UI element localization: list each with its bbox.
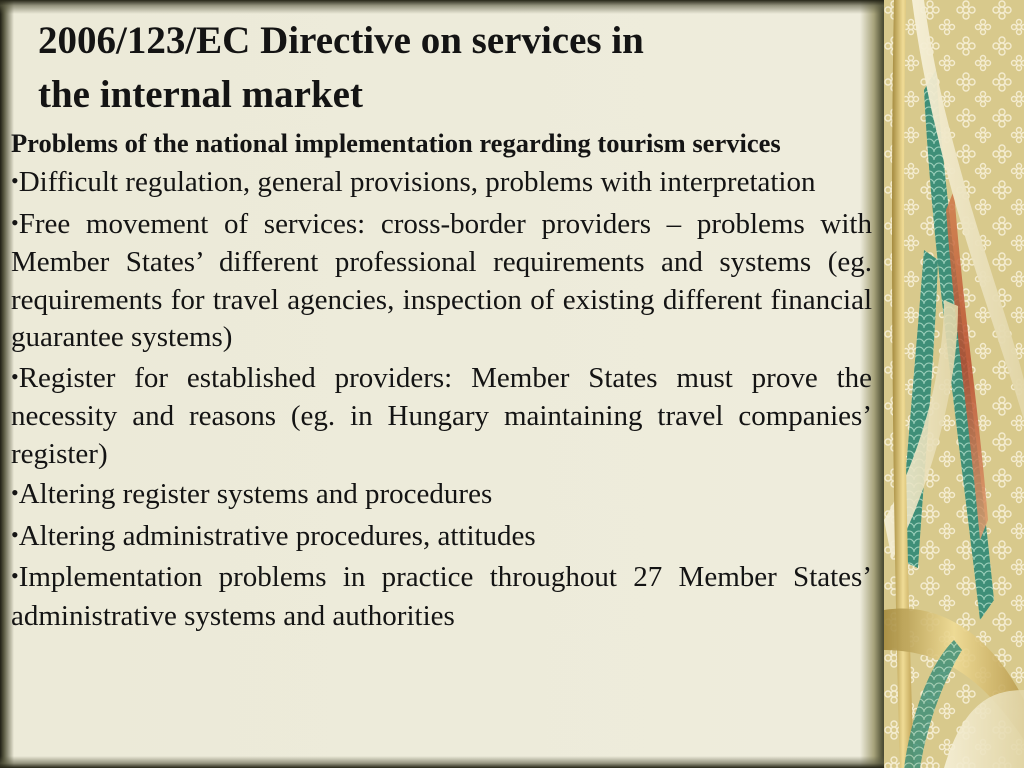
bullet-text: Altering register systems and procedures — [18, 478, 493, 510]
bullet-marker: • — [11, 563, 19, 588]
bullet-marker: • — [11, 521, 19, 547]
bullet-marker: • — [11, 480, 19, 505]
bullet-marker: • — [11, 168, 19, 193]
slide-body — [11, 124, 872, 638]
bullet-text: Free movement of services: cross-border providers – problems with Member States’ different professional requirements and systems (eg. requirements for travel agencies, inspection of existing different financial guarantee systems) — [11, 207, 872, 353]
slide-subtitle: Problems of the national implementation regarding tourism services — [11, 128, 781, 158]
bullet-text: Difficult regulation, general provisions, problems with interpretation — [18, 166, 816, 198]
slide-title: 2006/123/EC Directive on services in the internal market — [38, 19, 644, 116]
bullet-item — [11, 559, 872, 635]
bullet-item — [11, 164, 872, 203]
bottom-frame-shadow — [0, 756, 888, 768]
decorative-floral-border — [884, 0, 1024, 768]
bullet-marker: • — [11, 363, 19, 389]
bullet-text: Altering administrative procedures, attitudes — [18, 519, 536, 552]
bullet-list — [11, 164, 872, 635]
bullet-text: Implementation problems in practice throughout 27 Member States’ administrative systems and authorities — [11, 561, 872, 632]
bullet-item — [11, 518, 872, 557]
bullet-text: Register for established providers: Member States must prove the necessity and reasons (eg. in Hungary maintaining travel companies’ register) — [11, 361, 872, 470]
bullet-item — [11, 360, 872, 474]
bullet-item — [11, 206, 872, 357]
bullet-marker: • — [11, 209, 19, 235]
bullet-item — [11, 476, 872, 515]
top-frame-shadow — [0, 0, 888, 14]
